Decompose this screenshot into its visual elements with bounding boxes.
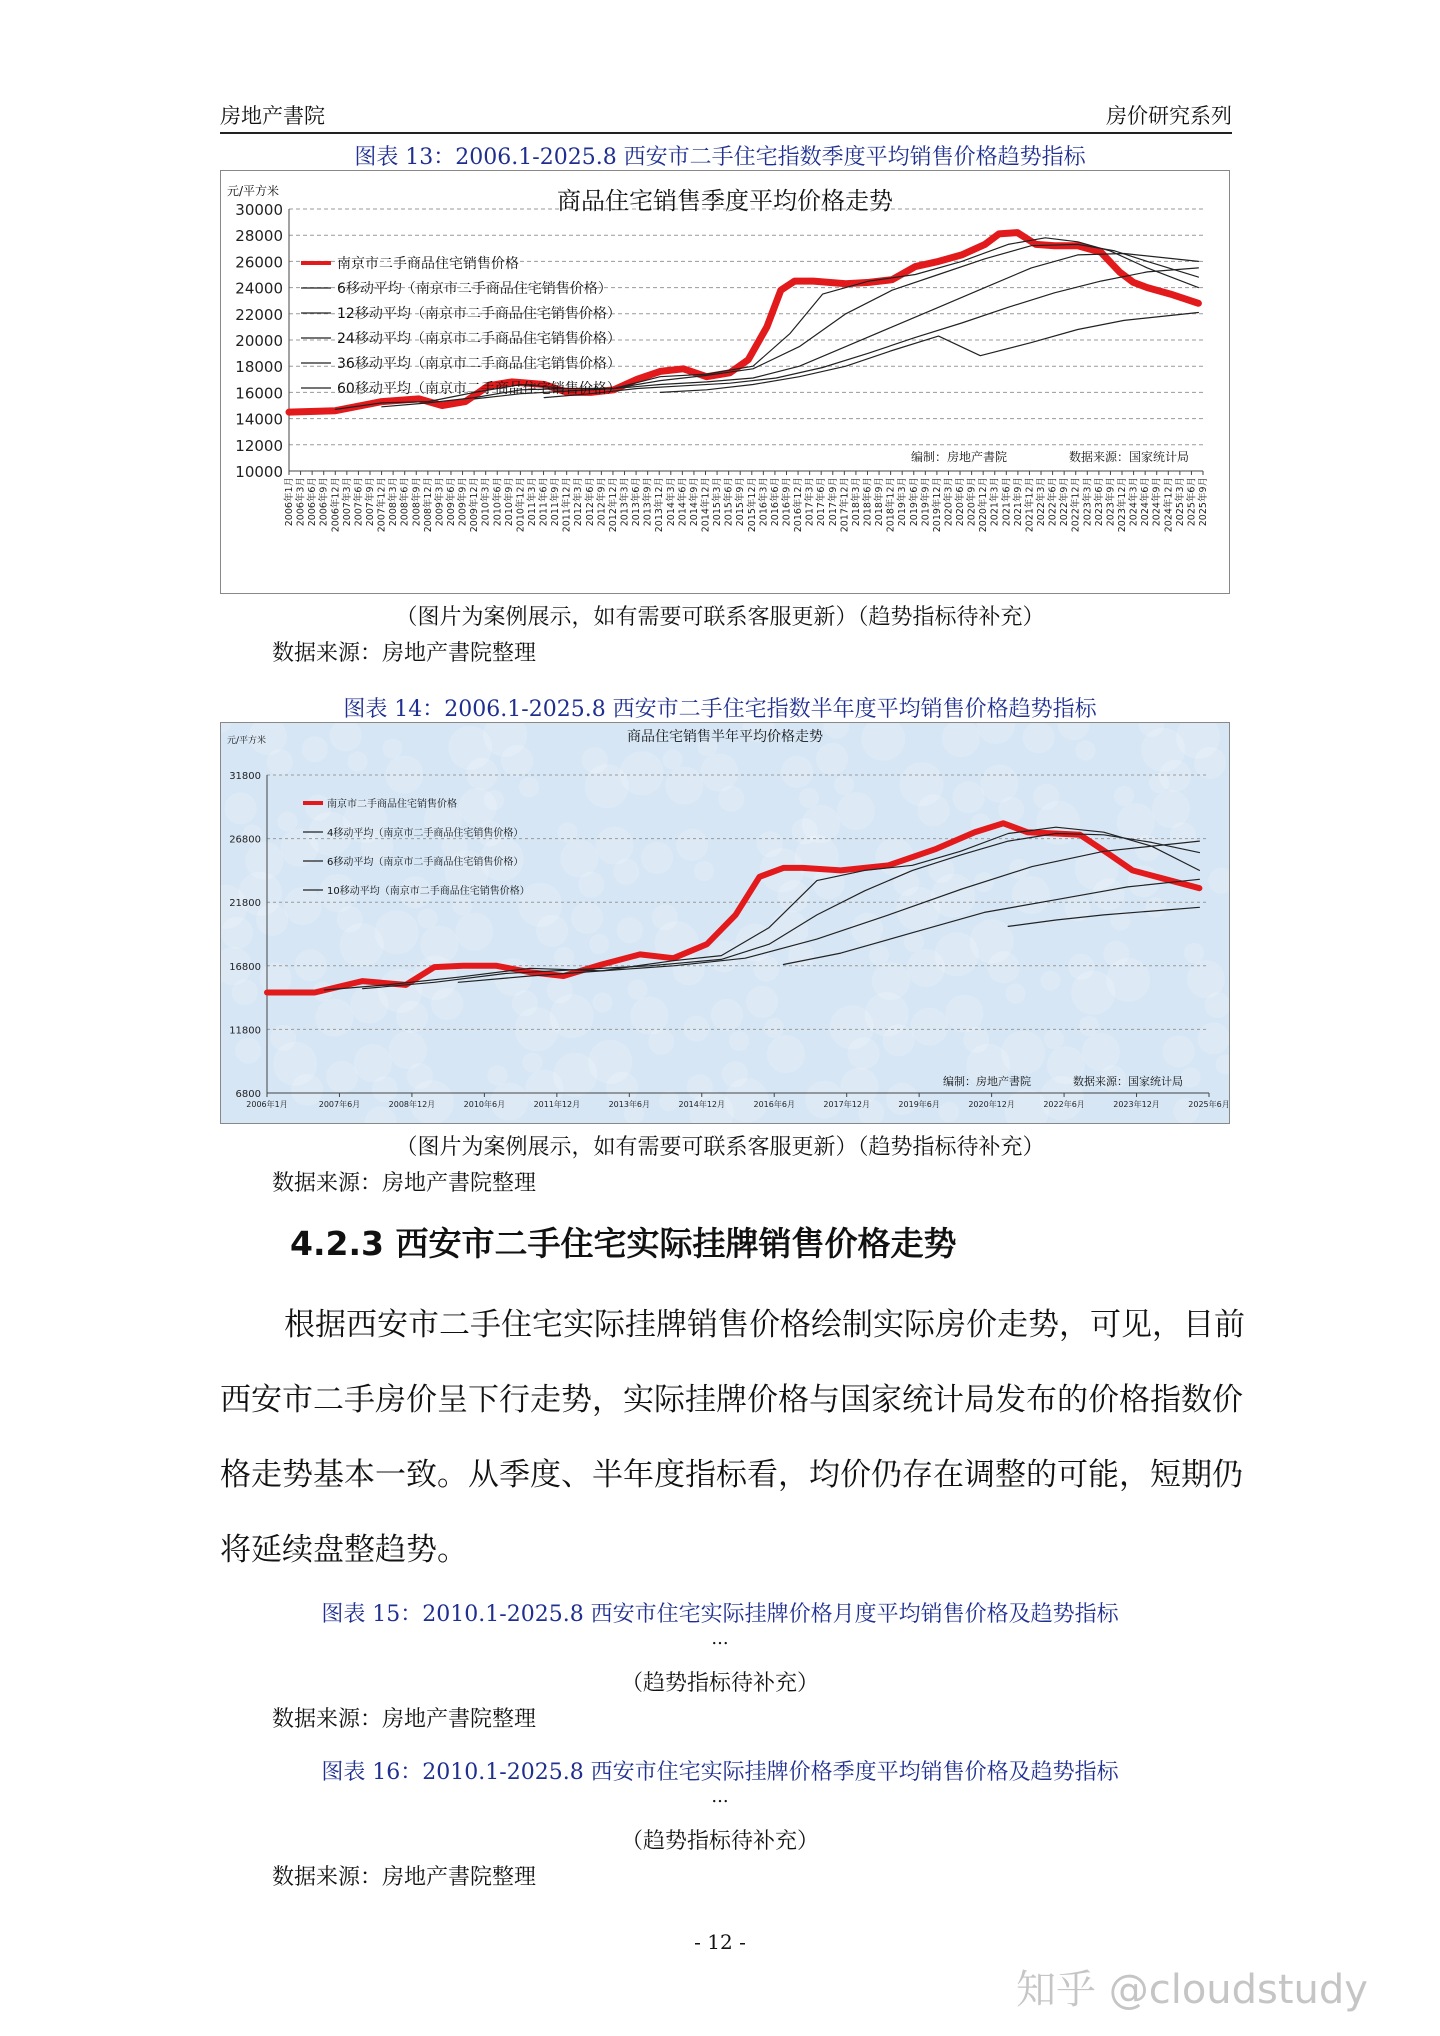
y-axis-label: 元/平方米 [227, 736, 267, 746]
figure-15-source: 数据来源：房地产書院整理 [272, 1707, 537, 1732]
x-tick-label: 2024年3月 [1128, 477, 1140, 527]
background-texture [837, 792, 875, 830]
background-texture [225, 792, 257, 824]
figure-16-caption: 图表 16：2010.1-2025.8 西安市住宅实际挂牌价格季度平均销售价格及趋势指标 [321, 1760, 1119, 1785]
background-texture [420, 926, 458, 964]
x-tick-label: 2017年6月 [816, 477, 828, 527]
section-heading: 4.2.3 西安市二手住宅实际挂牌销售价格走势 [290, 1224, 957, 1263]
x-tick-label: 2014年12月 [700, 477, 712, 533]
y-tick-label: 26800 [229, 834, 261, 846]
background-texture [904, 932, 924, 952]
x-tick-label: 2021年12月 [1024, 477, 1036, 533]
x-tick-label: 2013年6月 [608, 1100, 651, 1109]
x-tick-label: 2017年9月 [827, 477, 839, 527]
background-texture [753, 956, 779, 982]
x-tick-label: 2013年12月 [654, 477, 666, 533]
background-texture [1194, 747, 1226, 779]
x-tick-label: 2015年6月 [723, 477, 735, 527]
legend-label: 4移动平均（南京市二手商品住宅销售价格） [327, 828, 524, 839]
background-texture [907, 949, 945, 987]
x-tick-label: 2006年12月 [330, 477, 342, 533]
background-texture [302, 736, 328, 762]
x-tick-label: 2011年12月 [561, 477, 573, 533]
x-tick-label: 2015年12月 [746, 477, 758, 533]
background-texture [729, 1031, 749, 1051]
figure-15-note: （趋势指标待补充） [620, 1671, 819, 1696]
background-texture [558, 823, 578, 843]
x-tick-label: 2014年6月 [677, 476, 689, 527]
background-texture [326, 1061, 358, 1093]
background-texture [617, 917, 643, 943]
x-tick-label: 2020年3月 [943, 477, 955, 527]
x-tick-label: 2009年9月 [457, 477, 469, 527]
chart-annotation-source: 数据来源：国家统计局 [1073, 1075, 1183, 1088]
x-tick-label: 2007年6月 [318, 1100, 361, 1109]
background-texture [245, 842, 283, 880]
legend-label: 6移动平均（南京市二手商品住宅销售价格） [337, 281, 612, 297]
background-texture [1076, 741, 1096, 761]
x-tick-label: 2014年12月 [678, 1100, 726, 1109]
chart-1-frame [220, 170, 1230, 594]
background-texture [799, 788, 819, 808]
legend-label: 10移动平均（南京市二手商品住宅销售价格） [327, 886, 530, 897]
y-tick-label: 11800 [229, 1025, 261, 1037]
y-tick-label: 31800 [229, 771, 261, 782]
x-tick-label: 2008年12月 [422, 477, 434, 533]
background-texture [694, 861, 714, 881]
x-tick-label: 2017年12月 [839, 477, 851, 533]
background-texture [665, 767, 703, 805]
legend-label: 南京市二手商品住宅销售价格 [337, 256, 519, 272]
x-tick-label: 2020年12月 [968, 1100, 1015, 1109]
y-axis-label: 元/平方米 [227, 184, 280, 198]
legend-label: 12移动平均（南京市二手商品住宅销售价格） [337, 306, 621, 322]
background-texture [802, 805, 840, 843]
y-tick-label: 10000 [235, 463, 283, 481]
legend-label: 60移动平均（南京市二手商品住宅销售价格） [337, 381, 621, 397]
background-texture [663, 750, 683, 770]
background-texture [418, 909, 438, 929]
x-tick-label: 2021年6月 [1001, 477, 1013, 527]
figure-15-caption: 图表 15：2010.1-2025.8 西安市住宅实际挂牌价格月度平均销售价格及趋势指标 [321, 1602, 1119, 1627]
background-texture [659, 1091, 679, 1111]
background-texture [571, 902, 603, 934]
x-tick-label: 2010年9月 [503, 477, 515, 527]
background-texture [886, 1083, 918, 1115]
background-texture [554, 947, 574, 967]
x-tick-label: 2008年12月 [388, 1100, 436, 1109]
background-texture [1012, 876, 1050, 914]
background-texture [589, 934, 609, 954]
background-texture [466, 758, 498, 790]
x-tick-label: 2006年6月 [307, 477, 319, 527]
background-texture [221, 917, 253, 949]
x-tick-label: 2007年3月 [341, 477, 353, 527]
chart-1-quarterly [221, 171, 1229, 593]
watermark-text: 知乎 @cloudstudy [1016, 1967, 1368, 2013]
x-tick-label: 2020年9月 [966, 477, 978, 527]
chart-title: 商品住宅销售半年平均价格走势 [627, 729, 823, 745]
background-texture [484, 790, 504, 810]
y-tick-label: 24000 [235, 279, 283, 298]
legend-label: 24移动平均（南京市二手商品住宅销售价格） [337, 331, 621, 347]
x-tick-label: 2006年9月 [318, 477, 330, 527]
x-tick-label: 2012年3月 [573, 477, 585, 527]
background-texture [851, 913, 883, 945]
background-texture [235, 1038, 261, 1064]
background-texture [778, 880, 810, 912]
background-texture [1006, 984, 1026, 1004]
x-tick-label: 2025年6月 [1186, 477, 1198, 527]
background-texture [767, 1035, 805, 1073]
x-tick-label: 2022年9月 [1059, 477, 1071, 527]
background-texture [953, 781, 985, 813]
x-tick-label: 2016年3月 [758, 477, 770, 527]
y-tick-label: 16800 [229, 961, 261, 973]
background-texture [453, 896, 473, 916]
background-texture [1181, 1068, 1201, 1088]
y-tick-label: 20000 [235, 332, 283, 350]
background-texture [488, 1066, 508, 1086]
background-texture [676, 829, 708, 861]
background-texture [501, 745, 533, 777]
background-texture [816, 743, 848, 775]
page-number: - 12 - [694, 1930, 746, 1954]
background-texture [918, 794, 950, 826]
x-tick-label: 2018年6月 [862, 477, 874, 527]
background-texture [523, 1053, 543, 1073]
background-texture [746, 986, 778, 1018]
x-tick-label: 2006年3月 [295, 477, 307, 527]
x-tick-label: 2024年9月 [1151, 477, 1163, 527]
x-tick-label: 2020年6月 [955, 477, 967, 527]
background-texture [988, 951, 1020, 983]
background-texture [536, 915, 568, 947]
background-texture [1163, 1035, 1195, 1067]
background-texture [372, 1076, 398, 1102]
background-texture [1041, 971, 1061, 991]
x-tick-label: 2016年6月 [753, 1100, 795, 1109]
x-tick-label: 2019年12月 [931, 477, 943, 533]
x-tick-label: 2025年3月 [1174, 477, 1186, 527]
background-texture [711, 999, 743, 1031]
background-texture [1093, 878, 1125, 910]
legend-label: 36移动平均（南京市二手商品住宅销售价格） [337, 356, 621, 372]
x-tick-label: 2011年12月 [533, 1100, 581, 1109]
x-tick-label: 2013年6月 [631, 477, 643, 527]
chart-title: 商品住宅销售季度平均价格走势 [557, 187, 893, 215]
y-tick-label: 30000 [235, 201, 283, 219]
x-tick-label: 2015年3月 [712, 476, 724, 527]
y-tick-label: 21800 [229, 898, 261, 910]
legend-label: 南京市二手商品住宅销售价格 [327, 799, 457, 810]
x-tick-label: 2024年6月 [1140, 477, 1152, 527]
x-tick-label: 2013年3月 [619, 477, 631, 527]
chart-2-frame [220, 722, 1230, 1124]
background-texture [315, 999, 353, 1037]
x-tick-label: 2006年1月 [246, 1100, 288, 1109]
y-tick-label: 22000 [235, 305, 283, 324]
background-texture [1184, 943, 1204, 963]
x-tick-label: 2009年12月 [469, 477, 481, 533]
x-tick-label: 2010年6月 [492, 477, 504, 527]
x-tick-label: 2020年12月 [978, 477, 990, 533]
x-tick-label: 2010年6月 [463, 1100, 506, 1109]
y-tick-label: 18000 [235, 358, 283, 377]
x-tick-label: 2014年3月 [665, 477, 677, 527]
figure-15-ellipsis: ... [711, 1628, 729, 1649]
background-texture [348, 752, 368, 772]
background-texture [1071, 971, 1115, 1015]
x-tick-label: 2016年6月 [769, 477, 781, 527]
x-tick-label: 2014年9月 [688, 477, 700, 527]
x-tick-label: 2023年6月 [1093, 477, 1105, 527]
background-texture [613, 859, 639, 885]
background-texture [1159, 760, 1191, 792]
figure-14-caption: 图表 14：2006.1-2025.8 西安市二手住宅指数半年度平均销售价格趋势指标 [343, 697, 1097, 722]
x-tick-label: 2018年9月 [874, 477, 886, 527]
header-left: 房地产書院 [220, 104, 325, 128]
figure-16-ellipsis: ... [711, 1786, 729, 1807]
background-texture [998, 797, 1024, 823]
x-tick-label: 2008年3月 [388, 477, 400, 527]
x-tick-label: 2016年12月 [793, 477, 805, 533]
x-tick-label: 2023年12月 [1117, 477, 1129, 533]
x-tick-label: 2012年12月 [607, 477, 619, 533]
x-tick-label: 2017年12月 [823, 1100, 870, 1109]
background-texture [1044, 1029, 1064, 1049]
x-tick-label: 2018年3月 [850, 477, 862, 527]
x-tick-label: 2023年3月 [1082, 477, 1094, 527]
background-texture [383, 739, 403, 759]
x-tick-label: 2008年9月 [411, 477, 423, 527]
background-texture [641, 842, 673, 874]
background-texture [648, 1029, 674, 1055]
x-tick-label: 2019年6月 [908, 477, 920, 527]
background-texture [431, 988, 463, 1020]
x-tick-label: 2011年6月 [538, 477, 550, 527]
background-texture [872, 962, 910, 1000]
y-tick-label: 28000 [235, 227, 283, 246]
background-texture [1114, 786, 1134, 806]
x-tick-label: 2009年6月 [445, 477, 457, 527]
x-tick-label: 2009年3月 [434, 477, 446, 527]
background-texture [683, 1016, 709, 1042]
background-texture [1198, 1022, 1229, 1054]
x-tick-label: 2019年9月 [920, 477, 932, 527]
background-texture [519, 777, 539, 797]
background-texture [578, 872, 604, 898]
x-tick-label: 2011年9月 [550, 477, 562, 527]
chart-2-halfyear [221, 723, 1229, 1123]
x-tick-label: 2010年12月 [515, 477, 527, 533]
x-tick-label: 2025年9月 [1198, 477, 1209, 527]
y-tick-label: 14000 [235, 410, 283, 429]
background-texture [834, 775, 854, 795]
x-tick-label: 2021年9月 [1012, 477, 1024, 527]
background-texture [350, 986, 388, 1024]
x-tick-label: 2012年9月 [596, 477, 608, 527]
chart-annotation-compiler: 编制：房地产書院 [911, 450, 1008, 464]
x-tick-label: 2018年12月 [885, 477, 897, 533]
x-tick-label: 2012年6月 [584, 477, 596, 527]
y-tick-label: 6800 [235, 1089, 261, 1100]
x-tick-label: 2010年3月 [480, 477, 492, 527]
figure-14-note: （图片为案例展示，如有需要可联系客服更新）（趋势指标待补充） [395, 1135, 1045, 1160]
background-texture [455, 913, 493, 951]
x-tick-label: 2011年3月 [526, 477, 538, 527]
background-texture [788, 943, 814, 969]
x-tick-label: 2024年12月 [1163, 477, 1175, 533]
x-tick-label: 2007年6月 [353, 477, 365, 527]
x-tick-label: 2023年12月 [1113, 1100, 1160, 1109]
x-tick-label: 2022年6月 [1047, 477, 1059, 527]
x-tick-label: 2023年9月 [1105, 477, 1117, 527]
background-texture [396, 1001, 428, 1033]
x-tick-label: 2022年3月 [1036, 477, 1048, 527]
x-tick-label: 2017年3月 [804, 477, 816, 527]
background-texture [869, 945, 889, 965]
chart-annotation-source: 数据来源：国家统计局 [1069, 450, 1190, 464]
background-texture [593, 993, 613, 1013]
figure-16-note: （趋势指标待补充） [620, 1829, 819, 1854]
background-texture [278, 812, 298, 832]
background-texture [910, 1008, 948, 1046]
background-texture [340, 923, 384, 967]
x-tick-label: 2008年6月 [399, 477, 411, 527]
y-tick-label: 16000 [235, 384, 283, 403]
background-texture [1079, 1016, 1099, 1036]
background-texture [764, 1018, 784, 1038]
background-texture [284, 887, 322, 925]
x-tick-label: 2013年9月 [642, 477, 654, 527]
x-tick-label: 2019年3月 [897, 477, 909, 527]
background-texture [718, 786, 744, 812]
background-texture [1146, 898, 1166, 918]
x-tick-label: 2022年6月 [1043, 1100, 1085, 1109]
header-rule [220, 132, 1232, 134]
section-paragraph [220, 1288, 1250, 1588]
header-right: 房价研究系列 [1106, 104, 1232, 128]
x-tick-label: 2007年12月 [376, 477, 388, 533]
figure-14-source: 数据来源：房地产書院整理 [272, 1171, 537, 1196]
x-tick-label: 2006年1月 [284, 477, 295, 527]
legend-label: 6移动平均（南京市二手商品住宅销售价格） [327, 857, 524, 868]
figure-16-source: 数据来源：房地产書院整理 [272, 1865, 537, 1890]
background-texture [896, 887, 940, 931]
background-texture [232, 979, 258, 1005]
x-tick-label: 2021年3月 [989, 477, 1001, 527]
y-tick-label: 12000 [235, 436, 283, 455]
background-texture [939, 1102, 959, 1122]
background-texture [585, 764, 629, 808]
y-tick-label: 26000 [235, 253, 283, 272]
x-tick-label: 2016年9月 [781, 477, 793, 527]
background-texture [267, 749, 293, 775]
x-tick-label: 2025年6月 [1188, 1100, 1229, 1109]
section-paragraph-text: 根据西安市二手住宅实际挂牌销售价格绘制实际房价走势，可见，目前西安市二手房价呈下行走势，实际挂牌价格与国家统计局发布的价格指数价格走势基本一致。从季度、半年度指标看，均价仍存在调整的可能，短期仍将延续盘整趋势。 [220, 1307, 1245, 1568]
x-tick-label: 2022年12月 [1070, 477, 1082, 533]
x-tick-label: 2007年9月 [364, 477, 376, 527]
chart-annotation-compiler: 编制：房地产書院 [943, 1075, 1031, 1088]
x-tick-label: 2015年9月 [735, 477, 747, 527]
figure-13-note: （图片为案例展示，如有需要可联系客服更新）（趋势指标待补充） [395, 605, 1045, 630]
background-texture [628, 980, 648, 1000]
x-tick-label: 2019年6月 [898, 1100, 940, 1109]
figure-13-source: 数据来源：房地产書院整理 [272, 641, 537, 666]
background-texture [781, 756, 813, 788]
figure-13-caption: 图表 13：2006.1-2025.8 西安市二手住宅指数季度平均销售价格趋势指标 [354, 145, 1086, 170]
background-texture [848, 1037, 880, 1069]
background-texture [1135, 835, 1161, 861]
